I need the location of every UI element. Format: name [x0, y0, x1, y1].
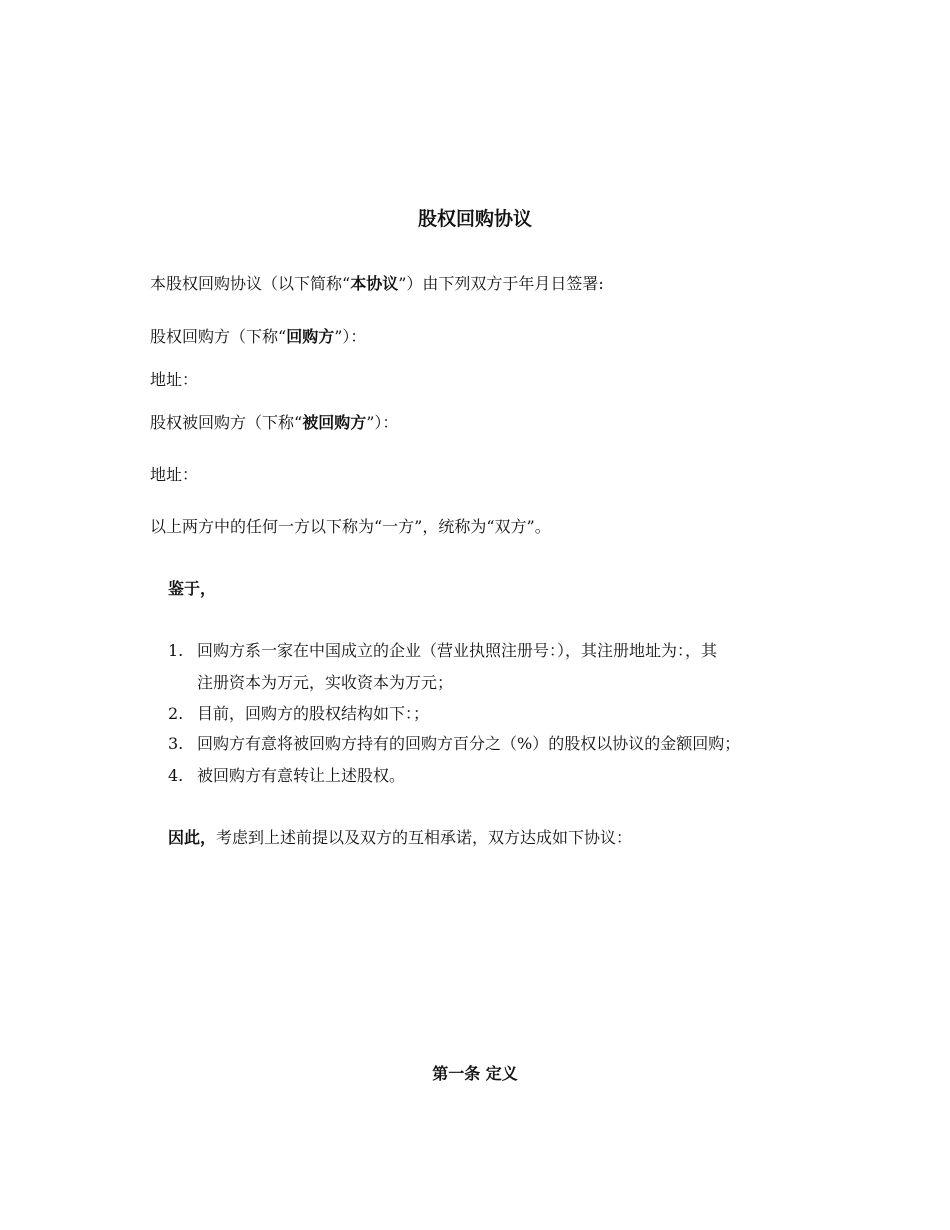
recital-number: 2. — [168, 704, 184, 723]
intro-defined-term: 本协议 — [350, 274, 399, 293]
intro-paragraph — [150, 276, 604, 292]
buyer-text-post: ”）： — [334, 327, 367, 346]
parties-note: 以上两方中的任何一方以下称为“一方”，统称为“双方”。 — [150, 517, 551, 536]
buyer-party-line — [150, 329, 366, 345]
recital-text: 目前，回购方的股权结构如下：； — [197, 704, 430, 723]
recital-text-continued: 注册资本为万元，实收资本为万元； — [197, 673, 454, 692]
seller-text-pre: 股权被回购方（下称“ — [150, 413, 303, 432]
therefore-paragraph — [168, 830, 632, 846]
seller-address: 地址： — [150, 465, 199, 484]
buyer-defined-term: 回购方 — [286, 327, 335, 346]
recital-number: 4. — [168, 766, 184, 785]
recital-number: 1. — [168, 641, 184, 660]
recital-text: 回购方有意将被回购方持有的回购方百分之（%）的股权以协议的金额回购； — [197, 734, 741, 753]
therefore-lead: 因此， — [168, 828, 217, 847]
intro-text-pre: 本股权回购协议（以下简称“ — [150, 274, 351, 293]
recital-text: 被回购方有意转让上述股权。 — [197, 766, 406, 785]
recital-text: 回购方系一家在中国成立的企业（营业执照注册号：），其注册地址为：，其 — [197, 641, 718, 660]
seller-text-post: ”）： — [366, 413, 399, 432]
article-heading: 第一条 定义 — [432, 1064, 518, 1083]
therefore-text: 考虑到上述前提以及双方的互相承诺，双方达成如下协议： — [216, 828, 633, 847]
seller-party-line — [150, 415, 398, 431]
intro-text-post: ”）由下列双方于年月日签署: — [398, 274, 604, 293]
seller-defined-term: 被回购方 — [302, 413, 367, 432]
buyer-text-pre: 股权回购方（下称“ — [150, 327, 287, 346]
document-title: 股权回购协议 — [417, 208, 532, 230]
recital-number: 3. — [168, 734, 184, 753]
whereas-heading: 鉴于， — [168, 579, 217, 598]
buyer-address: 地址： — [150, 370, 199, 389]
